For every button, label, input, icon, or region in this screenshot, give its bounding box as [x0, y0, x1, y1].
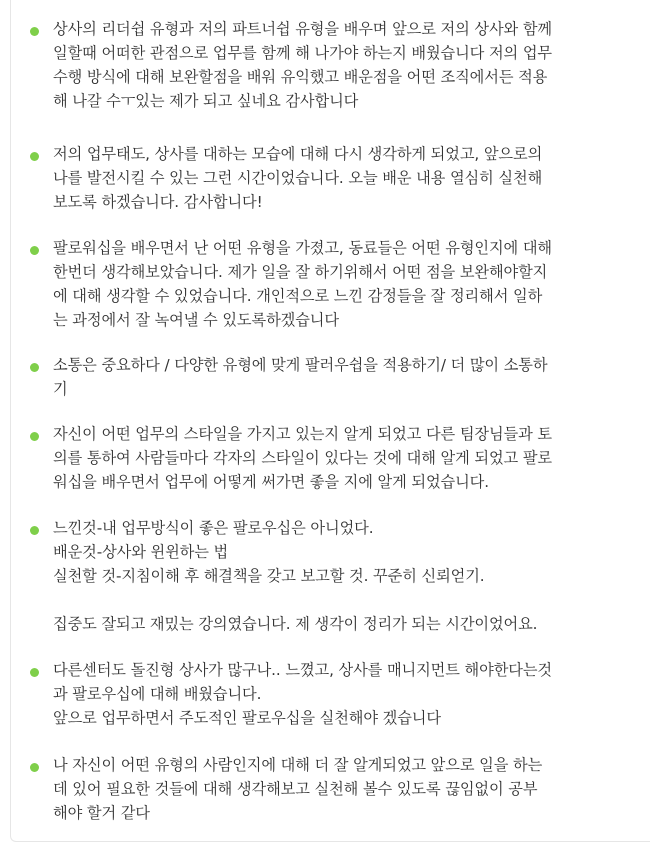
comment-line: 데 있어 필요한 것들에 대해 생각해보고 실천해 볼수 있도록 끊임없이 공부 — [53, 780, 538, 798]
comment-line: 소통은 중요하다 / 다양한 유형에 맞게 팔러우쉽을 적용하기/ 더 많이 소통하 — [53, 356, 548, 374]
comment-line: 일할때 어떠한 관점으로 업무를 함께 해 나가야 하는지 배웠습니다 저의 업무 — [53, 44, 552, 62]
comment-line: 실천할 것-지침이해 후 해결책을 갖고 보고할 것. 꾸준히 신뢰얻기. — [53, 567, 485, 585]
comment-line: 의를 통하여 사람들마다 각자의 스타일이 있다는 것에 대해 알게 되었고 팔로 — [53, 449, 552, 467]
bullet-dot-icon — [30, 432, 39, 441]
bullet-dot-icon — [30, 763, 39, 772]
bullet-dot-icon — [30, 526, 39, 535]
comment-line: 워십을 배우면서 업무에 어떻게 써가면 좋을 지에 알게 되었습니다. — [53, 473, 489, 491]
comment-line: 나 자신이 어떤 유형의 사람인지에 대해 더 잘 알게되었고 앞으로 일을 하는 — [53, 756, 543, 774]
comment-line: 느낀것-내 업무방식이 좋은 팔로우십은 아니었다. — [53, 519, 374, 537]
comment-line: 팔로워십을 배우면서 난 어떤 유형을 가졌고, 동료들은 어떤 유형인지에 대해 — [53, 239, 552, 257]
comment-line: 앞으로 업무하면서 주도적인 팔로우십을 실천해야 겠습니다 — [53, 709, 441, 727]
comment-line: 과 팔로우십에 대해 배웠습니다. — [53, 685, 262, 703]
comment-line: 보도록 하겠습니다. 감사합니다! — [53, 193, 263, 211]
comment-line: 에 대해 생각할 수 있었습니다. 개인적으로 느낀 감정들을 잘 정리해서 일하 — [53, 287, 543, 305]
comment-line: 한번더 생각해보았습니다. 제가 일을 잘 하기위해서 어떤 점을 보완해야할지 — [53, 263, 548, 281]
comment-line: 해 나갈 수ㅜ있는 제가 되고 싶네요 감사합니다 — [53, 92, 359, 110]
bullet-dot-icon — [30, 668, 39, 677]
comment-line: 다른센터도 돌진형 상사가 많구나.. 느꼈고, 상사를 매니지먼트 해야한다는것 — [53, 661, 552, 679]
bullet-dot-icon — [30, 152, 39, 161]
comment-line: 배운것-상사와 윈윈하는 법 — [53, 543, 229, 561]
comment-line: 자신이 어떤 업무의 스타일을 가지고 있는지 알게 되었고 다른 팀장님들과 토 — [53, 425, 552, 443]
bullet-dot-icon — [30, 363, 39, 372]
bullet-dot-icon — [30, 27, 39, 36]
comment-line: 저의 업무태도, 상사를 대하는 모습에 대해 다시 생각하게 되었고, 앞으로의 — [53, 145, 543, 163]
comment-line: 나를 발전시킬 수 있는 그런 시간이었습니다. 오늘 배운 내용 열심히 실천해 — [53, 169, 543, 187]
bullet-dot-icon — [30, 246, 39, 255]
comment-line: 는 과정에서 잘 녹여낼 수 있도록하겠습니다 — [53, 311, 339, 329]
comment-line: 상사의 리더쉽 유형과 저의 파트너쉽 유형을 배우며 앞으로 저의 상사와 함께 — [53, 20, 552, 38]
comment-line: 집중도 잘되고 재밌는 강의였습니다. 제 생각이 정리가 되는 시간이었어요. — [53, 615, 538, 633]
comment-line: 수행 방식에 대해 보완할점을 배워 유익했고 배운점을 어떤 조직에서든 적용 — [53, 68, 548, 86]
comment-line: 기 — [53, 380, 68, 398]
comment-line: 해야 할거 같다 — [53, 804, 150, 822]
